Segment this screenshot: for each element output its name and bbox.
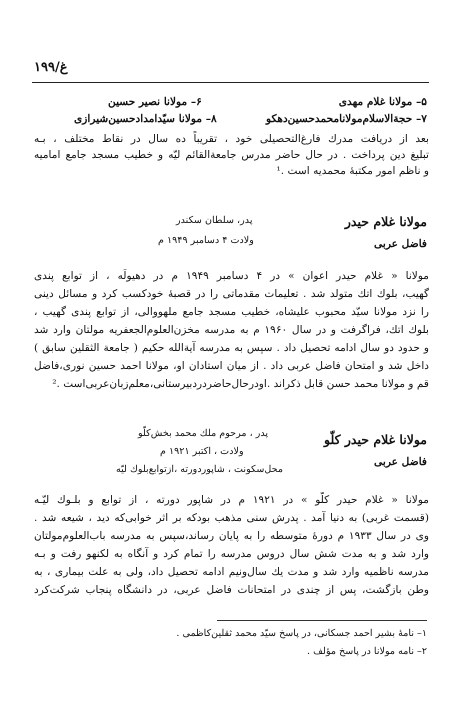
bio1-line: داخل شد و امتحان فاضل عربی داد . از میان استادان او، مولانا احمد حسین نوری،فاضل [34,360,429,372]
bio1-father: پدر، سلطان سکندر [176,215,253,226]
bio2-degree: فاضل عربی [374,456,427,468]
list-item-8: ۸– مولانا سیّدامدادحسین‌شیرازی [74,113,217,125]
bio1-line: و حدود دو سال ادامه تحصیل داد . سپس به مدرسه آیة‌الله حکیم ( جامعة الثقلین سابق ) [34,342,429,354]
bio1-line: را نزد مولانا سیّد محبوب علیشاه، خطیب مسجد جامع ملهووالی، از توابع پندی گهیب ، [34,306,429,318]
page-number: غ/۱۹۹ [34,60,68,75]
intro-line: و ناظم امور مکتبهٔ محمدیه است .¹ [276,165,429,177]
bio2-line: مدرسه ناظمیه وارد شد و مدت یك سال‌ونیم ادامه تحصیل داد، ولی به علت بیماری ، به [34,566,429,578]
list-item-5: ۵– مولانا غلام مهدی [338,96,427,108]
bio2-father: پدر ، مرحوم ملك محمد بخش‌كلّو [138,428,269,439]
bio1-line: بلوك اتك، فراگرفت و در سال ۱۹۶۰ م به مدرسه مخزن‌العلوم‌الجعفریه مولتان وارد شد [34,324,429,336]
bio2-residence: محل‌سکونت ، شاپوردورته ،از‌توابع‌بلوك لیّه [116,464,283,475]
list-item-6: ۶– مولانا نصیر حسین [108,96,202,108]
bio2-line: (قسمت غربی) به دنیا آمد . پدرش سنی مذهب بودکه بر اثر خوابی‌که دید ، شیعه شد . [34,512,429,524]
bio1-birth: ولادت ۴ دسامبر ۱۹۴۹ م [158,235,254,246]
bio2-line: وی در سال ۱۹۳۳ م دورهٔ متوسطه را به پایان رساند،سپس به مدرسه باب‌العلوم‌مولتان [34,530,429,542]
bio1-name: مولانا غلام حیدر [344,214,427,229]
header-rule [32,82,429,83]
bio2-name: مولانا غلام حیدر کلّو [323,432,427,447]
bio2-birth: ولادت ، اکتبر ۱۹۲۱ م [160,446,244,457]
bio1-degree: فاضل عربی [374,238,427,250]
bio2-line: وارد شد و به مدت شش سال دروس مدرسه را تمام کرد و آنگاه به لکنهو رفت و بـه [34,548,429,560]
intro-line: بعد از دریافت مدرك فارغ‌التحصیلی خود ، تقریباً ده سال در نقاط مختلف ، بـه [34,133,429,145]
bio2-line: مولانا « غلام حیدر کلّو » در ۱۹۲۱ م در شاپور دورته ، از توابع و بلـوك لیّـه [34,494,429,506]
bio1-line: قم و مولانا محمد حسن قابل ذکراند .اودرحال‌حاضردردبیرستانی،معلم‌زبان‌عربی‌است .² [52,378,429,390]
list-item-7: ۷– حجة‌الاسلام‌مولانا‌محمد‌حسین‌دهکو [266,113,427,125]
intro-line: تبلیغ دین پرداخت . در حال حاضر مدرس جامعة‌القائم لیّه و خطیب مسجد جامع امامیه [34,149,429,161]
footnote-rule [217,620,427,621]
bio1-line: گهیب، بلوك اتك متولد شد . تعلیمات مقدماتی را در قصبهٔ خودکسب کرد و مسائل دینی [34,288,429,300]
bio1-line: مولانا « غلام حیدر اعوان » در ۴ دسامبر ۱۹۴۹ م در دهیولَه ، از توابع پندی [34,270,429,282]
footnote-2: ۲– نامه مولانا در پاسخ مؤلف . [306,646,427,657]
footnote-1: ۱– نامهٔ بشیر احمد جسکانی، در پاسخ سیّد محمد ثقلین‌کاظمی . [176,628,427,639]
bio2-line: وطن بازگشت، پس از چندی در امتحانات فاضل عربی، در دانشگاه پنجاب شرکت‌کرد [34,584,429,596]
